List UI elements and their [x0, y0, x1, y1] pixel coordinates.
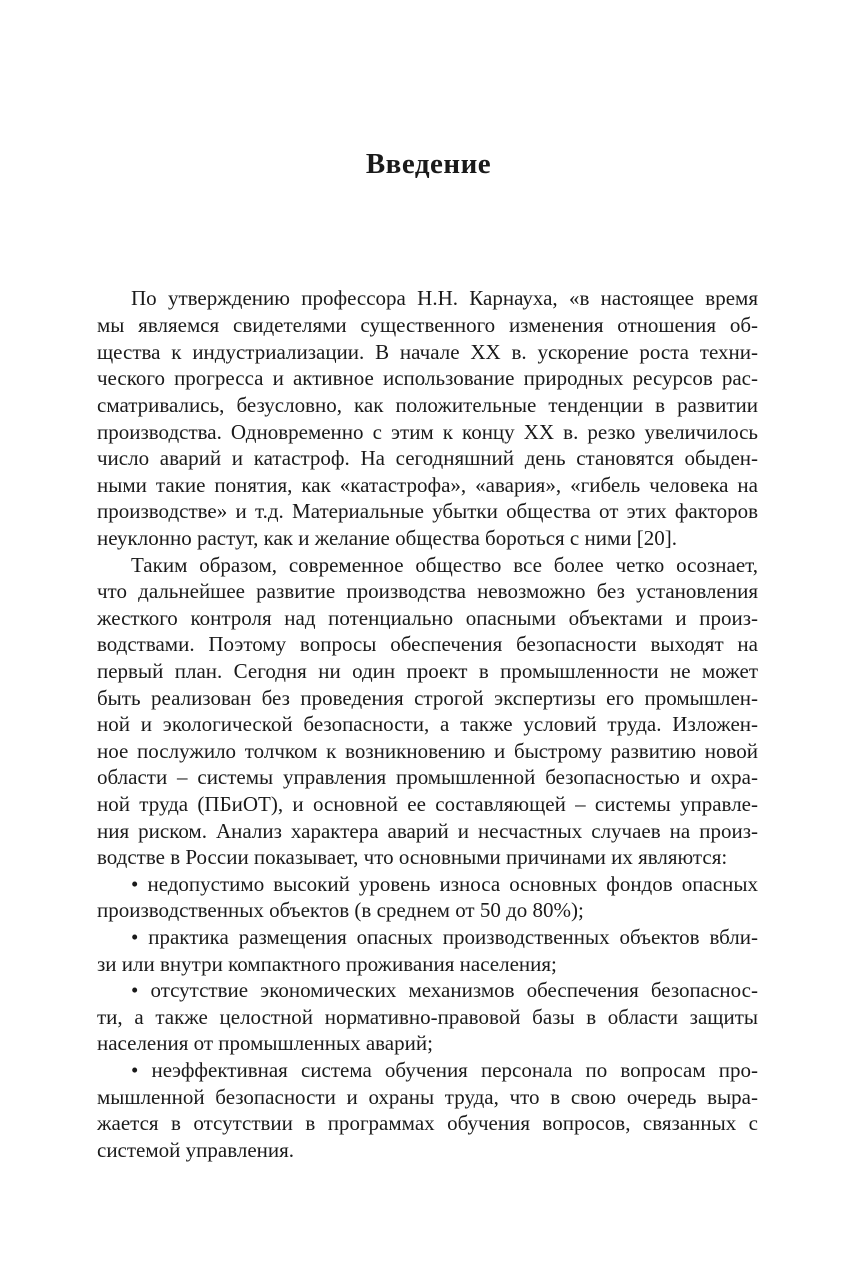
text-line: ной труда (ПБиОТ), и основной ее составляющей – системы управле- — [97, 792, 758, 816]
text-line: Таким образом, современное общество все более четко осознает, — [131, 553, 758, 577]
text-line: жается в отсутствии в программах обучения вопросов, связанных с — [97, 1111, 758, 1135]
text-line: ти, а также целостной нормативно-правовой базы в области защиты — [97, 1005, 758, 1029]
text-line: По утверждению профессора Н.Н. Карнауха, «в настоящее время — [131, 286, 758, 310]
text-line: мы являемся свидетелями существенного изменения отношения об- — [97, 313, 758, 337]
text-line: зи или внутри компактного проживания населения; — [97, 952, 557, 976]
text-line: быть реализован без проведения строгой экспертизы его промышлен- — [97, 686, 758, 710]
bullet-line: • неэффективная система обучения персонала по вопросам про- — [131, 1058, 758, 1082]
text-line: ческого прогресса и активное использование природных ресурсов рас- — [97, 366, 758, 390]
page-title: Введение — [365, 148, 492, 180]
bullet-line: • отсутствие экономических механизмов обеспечения безопаснос- — [131, 978, 758, 1002]
text-line: неуклонно растут, как и желание общества бороться с ними [20]. — [97, 526, 677, 550]
bullet-line: • практика размещения опасных производственных объектов вбли- — [131, 925, 758, 949]
text-line: водствами. Поэтому вопросы обеспечения безопасности выходят на — [97, 632, 758, 656]
text-line: жесткого контроля над потенциально опасными объектами и произ- — [97, 606, 758, 630]
text-line: производстве» и т.д. Материальные убытки общества от этих факторов — [97, 499, 758, 523]
text-line: первый план. Сегодня ни один проект в промышленности не может — [97, 659, 758, 683]
text-line: что дальнейшее развитие производства невозможно без установления — [97, 579, 758, 603]
text-line: щества к индустриализации. В начале XX в. ускорение роста техни- — [97, 340, 758, 364]
text-line: ния риском. Анализ характера аварий и несчастных случаев на произ- — [97, 819, 758, 843]
text-line: населения от промышленных аварий; — [97, 1031, 433, 1055]
text-line: производственных объектов (в среднем от 50 до 80%); — [97, 898, 584, 922]
text-line: ными такие понятия, как «катастрофа», «авария», «гибель человека на — [97, 473, 758, 497]
text-line: мышленной безопасности и охраны труда, что в свою очередь выра- — [97, 1085, 758, 1109]
text-line: системой управления. — [97, 1138, 295, 1162]
text-line: сматривались, безусловно, как положительные тенденции в развитии — [97, 393, 758, 417]
text-line: производства. Одновременно с этим к концу XX в. резко увеличилось — [97, 420, 758, 444]
text-line: число аварий и катастроф. На сегодняшний день становятся обыден- — [97, 446, 758, 470]
text-line: ной и экологической безопасности, а также условий труда. Изложен- — [97, 712, 758, 736]
text-line: области – системы управления промышленной безопасностью и охра- — [97, 765, 758, 789]
text-line: водстве в России показывает, что основными причинами их являются: — [97, 845, 728, 869]
text-line: ное послужило толчком к возникновению и быстрому развитию новой — [97, 739, 758, 763]
bullet-line: • недопустимо высокий уровень износа основных фондов опасных — [131, 872, 758, 896]
